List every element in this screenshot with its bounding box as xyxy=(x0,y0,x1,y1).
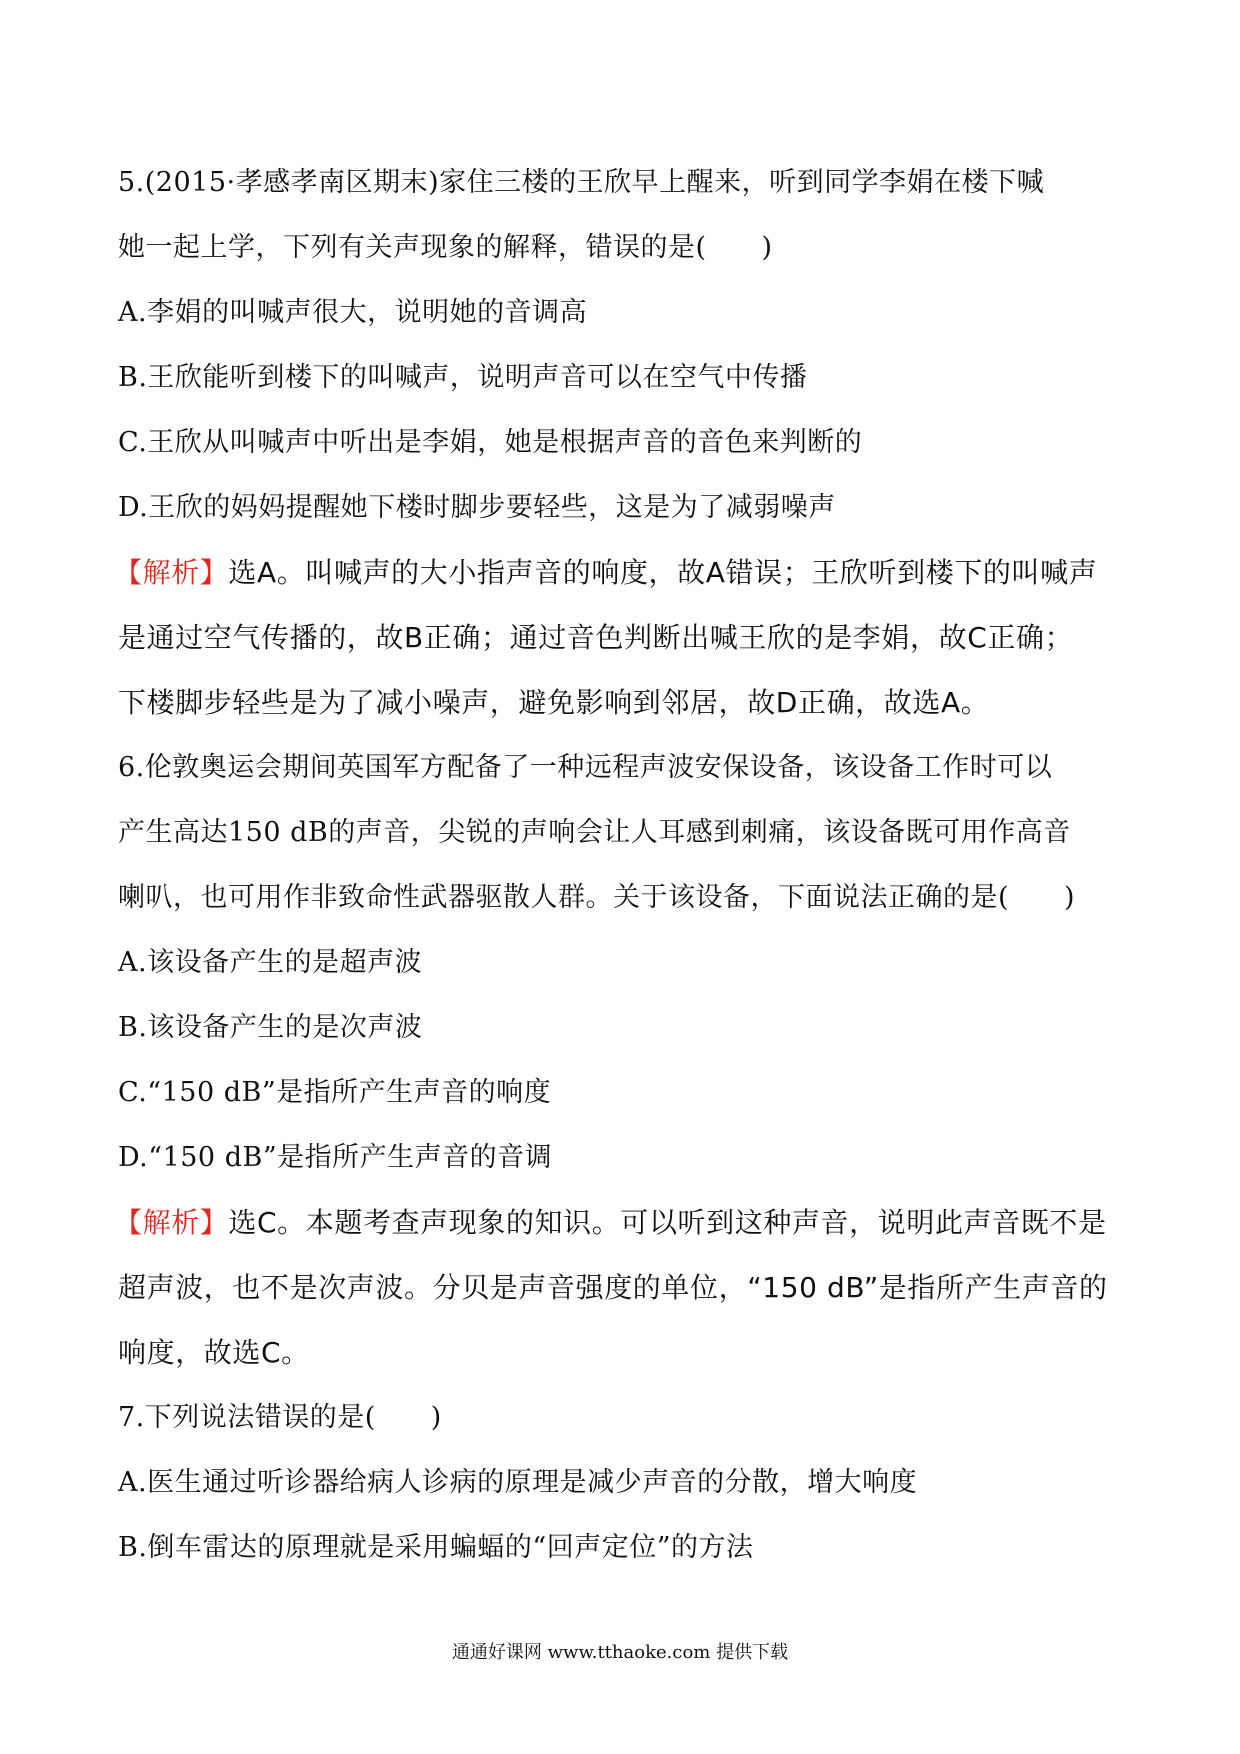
analysis-line: 响度，故选C。 xyxy=(118,1336,310,1369)
question-stem-line: 6.伦敦奥运会期间英国军方配备了一种远程声波安保设备，该设备工作时可以 xyxy=(118,752,1053,783)
option-a: A.李娟的叫喊声很大，说明她的音调高 xyxy=(118,297,588,328)
option-c: C.王欣从叫喊声中听出是李娟，她是根据声音的音色来判断的 xyxy=(118,427,863,458)
analysis-line: 是通过空气传播的，故B正确；通过音色判断出喊王欣的是李娟，故C正确； xyxy=(118,621,1074,654)
analysis-tag: 【解析】 xyxy=(114,1206,229,1239)
analysis-line: 下楼脚步轻些是为了减小噪声，避免影响到邻居，故D正确，故选A。 xyxy=(118,686,990,719)
option-a: A.医生通过听诊器给病人诊病的原理是减少声音的分散，增大响度 xyxy=(118,1467,918,1498)
analysis-text: 选C。本题考查声现象的知识。可以听到这种声音，说明此声音既不是 xyxy=(228,1206,1107,1239)
question-7 xyxy=(118,1385,1133,1580)
option-b: B.该设备产生的是次声波 xyxy=(118,1012,423,1043)
analysis-tag: 【解析】 xyxy=(114,556,229,589)
exam-page xyxy=(114,150,1133,1580)
question-stem-line: 产生高达150 dB的声音，尖锐的声响会让人耳感到刺痛，该设备既可用作高音 xyxy=(118,817,1071,848)
option-d: D.王欣的妈妈提醒她下楼时脚步要轻些，这是为了减弱噪声 xyxy=(118,492,836,523)
question-6 xyxy=(114,735,1133,1385)
question-stem-line: 她一起上学，下列有关声现象的解释，错误的是( ) xyxy=(118,232,773,263)
option-b: B.倒车雷达的原理就是采用蝙蝠的“回声定位”的方法 xyxy=(118,1532,754,1563)
option-c: C.“150 dB”是指所产生声音的响度 xyxy=(118,1077,552,1108)
option-b: B.王欣能听到楼下的叫喊声，说明声音可以在空气中传播 xyxy=(118,362,808,393)
question-stem-line: 7.下列说法错误的是( ) xyxy=(118,1402,442,1433)
analysis-line xyxy=(114,1190,1133,1255)
analysis-text: 选A。叫喊声的大小指声音的响度，故A错误；王欣听到楼下的叫喊声 xyxy=(228,556,1098,589)
analysis-line xyxy=(114,540,1133,605)
analysis-line: 超声波，也不是次声波。分贝是声音强度的单位，“150 dB”是指所产生声音的 xyxy=(118,1271,1108,1304)
question-stem-line: 5.(2015·孝感孝南区期末)家住三楼的王欣早上醒来，听到同学李娟在楼下喊 xyxy=(118,167,1045,198)
page-footer: 通通好课网 www.tthaoke.com 提供下载 xyxy=(451,1642,789,1663)
option-a: A.该设备产生的是超声波 xyxy=(118,947,423,978)
option-d: D.“150 dB”是指所产生声音的音调 xyxy=(118,1142,553,1173)
question-5 xyxy=(114,150,1133,735)
question-stem-line: 喇叭，也可用作非致命性武器驱散人群。关于该设备，下面说法正确的是( ) xyxy=(118,882,1076,913)
